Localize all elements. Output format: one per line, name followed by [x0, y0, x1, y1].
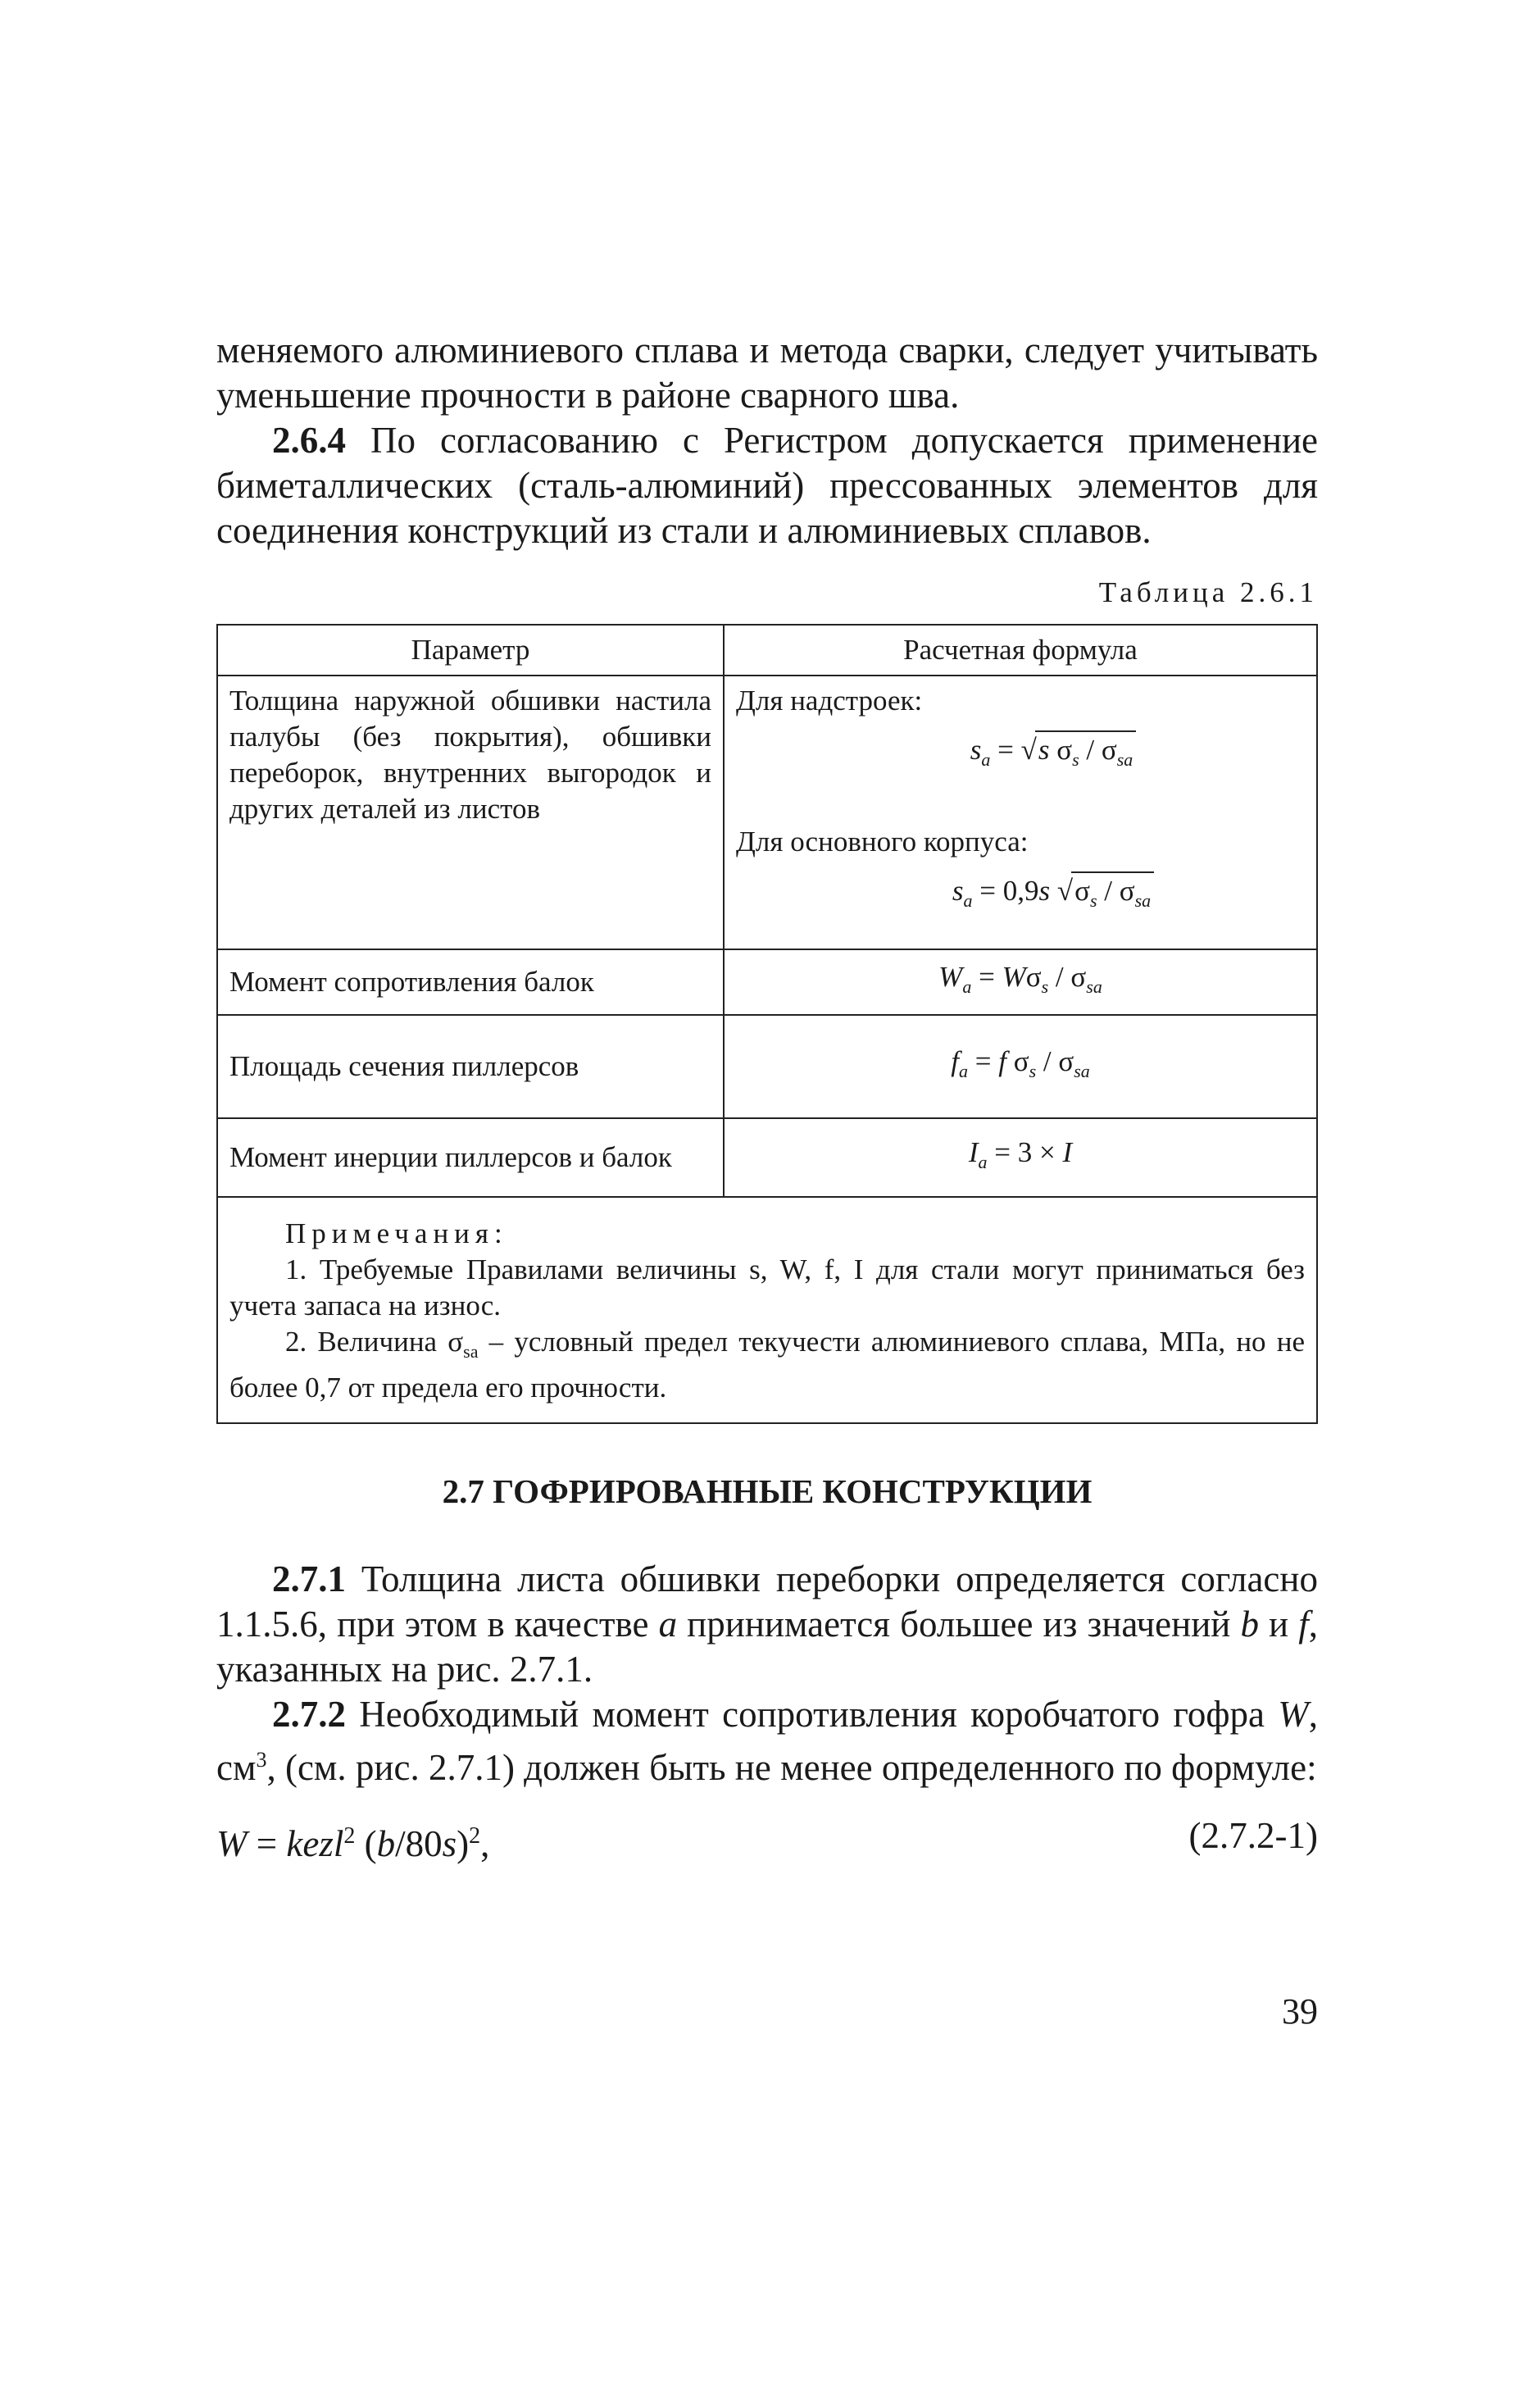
formula-fa: $f_a = f$ $\sigma_s / \sigma_{sa}$ — [951, 1045, 1090, 1081]
formula-cell — [724, 1015, 1317, 1118]
param-cell: Момент сопротивления балок — [217, 949, 724, 1015]
formula-cell — [724, 1118, 1317, 1197]
unit-superscript: 3 — [256, 1748, 267, 1772]
table-caption: Таблица 2.6.1 — [1098, 576, 1318, 608]
variable-f: f — [1298, 1604, 1309, 1645]
clause-number: 2.7.2 — [272, 1694, 346, 1735]
clause-text: Толщина листа обшивки переборки определяется согласно 1.1.5.6, при этом в качестве — [216, 1558, 1318, 1645]
formula-label-hull: Для основного корпуса: — [736, 826, 1029, 858]
equation-number: (2.7.2-1) — [1188, 1815, 1318, 1856]
note-2 — [229, 1324, 1305, 1406]
notes-cell — [217, 1197, 1317, 1423]
table-header-row — [217, 625, 1317, 676]
clause-text: По согласованию с Регистром допускается применение биметаллических (сталь-алюминий) прессованных элементов для соединения конструкций из стали и алюминиевых сплавов. — [216, 420, 1318, 551]
paragraph-2-7-2 — [216, 1692, 1318, 1790]
table-row — [217, 1118, 1317, 1197]
table-row — [217, 676, 1317, 949]
clause-text: , указанных на рис. 2.7.1. — [216, 1604, 1318, 1690]
equation-row — [216, 1813, 1318, 1867]
param-cell: Толщина наружной обшивки настила палубы (без покрытия), обшивки переборок, внутренних выгородок и других деталей из листов — [217, 676, 724, 949]
param-cell: Момент инерции пиллерсов и балок — [217, 1118, 724, 1197]
clause-text: , (см. рис. 2.7.1) должен быть не менее определенного по формуле: — [266, 1747, 1317, 1788]
page-number: 39 — [1282, 1991, 1318, 2031]
formula-wa: $W_a = W\sigma_s / \sigma_{sa}$ — [938, 961, 1102, 997]
formula-cell — [724, 949, 1317, 1015]
header-formula: Расчетная формула — [724, 625, 1317, 676]
formula-ia: $I_a = 3 \times I$ — [968, 1136, 1073, 1172]
param-cell: Площадь сечения пиллерсов — [217, 1015, 724, 1118]
clause-text: принимается большее из значений — [677, 1604, 1241, 1645]
clause-text: , см — [216, 1694, 1318, 1788]
formula-sa-hull: $s_a = 0,9s$ $√\sigma_s / \sigma_{sa}$ — [802, 871, 1305, 919]
clause-number: 2.6.4 — [272, 420, 346, 461]
note-2-start: 2. Величина σ — [285, 1326, 464, 1358]
equation-w: W = kezl$^2$ $(b/80s)^2$, — [216, 1823, 490, 1864]
page-content — [216, 328, 1318, 1867]
note-2-subscript: sa — [463, 1341, 479, 1362]
header-parameter: Параметр — [217, 625, 724, 676]
formula-cell — [724, 676, 1317, 949]
table-row — [217, 949, 1317, 1015]
table-notes-row — [217, 1197, 1317, 1423]
table-row — [217, 1015, 1317, 1118]
variable-b: b — [1240, 1604, 1259, 1645]
variable-w: W — [1278, 1694, 1309, 1735]
section-heading: 2.7 ГОФРИРОВАННЫЕ КОНСТРУКЦИИ — [442, 1472, 1093, 1510]
clause-text: и — [1258, 1604, 1299, 1645]
paragraph-2-7-1 — [216, 1557, 1318, 1692]
note-1: 1. Требуемые Правилами величины s, W, f, I для стали могут приниматься без учета запаса на износ. — [229, 1253, 1305, 1322]
formula-table — [216, 624, 1318, 1424]
clause-number: 2.7.1 — [272, 1558, 346, 1599]
notes-title: Примечания: — [285, 1217, 508, 1249]
clause-text: Необходимый момент сопротивления коробчатого гофра — [346, 1694, 1279, 1735]
formula-label-superstructure: Для надстроек: — [736, 685, 923, 717]
paragraph-2-6-4 — [216, 418, 1318, 553]
formula-sa-superstructure: $s_a = √s$ $\sigma_s / \sigma_{sa}$ — [802, 730, 1305, 778]
variable-a: a — [658, 1604, 678, 1645]
paragraph-continued: меняемого алюминиевого сплава и метода сварки, следует учитывать уменьшение прочности в районе сварного шва. — [216, 330, 1318, 416]
note-2-end: – условный предел текучести алюминиевого сплава, МПа, но не более 0,7 от предела его прочности. — [229, 1326, 1305, 1404]
